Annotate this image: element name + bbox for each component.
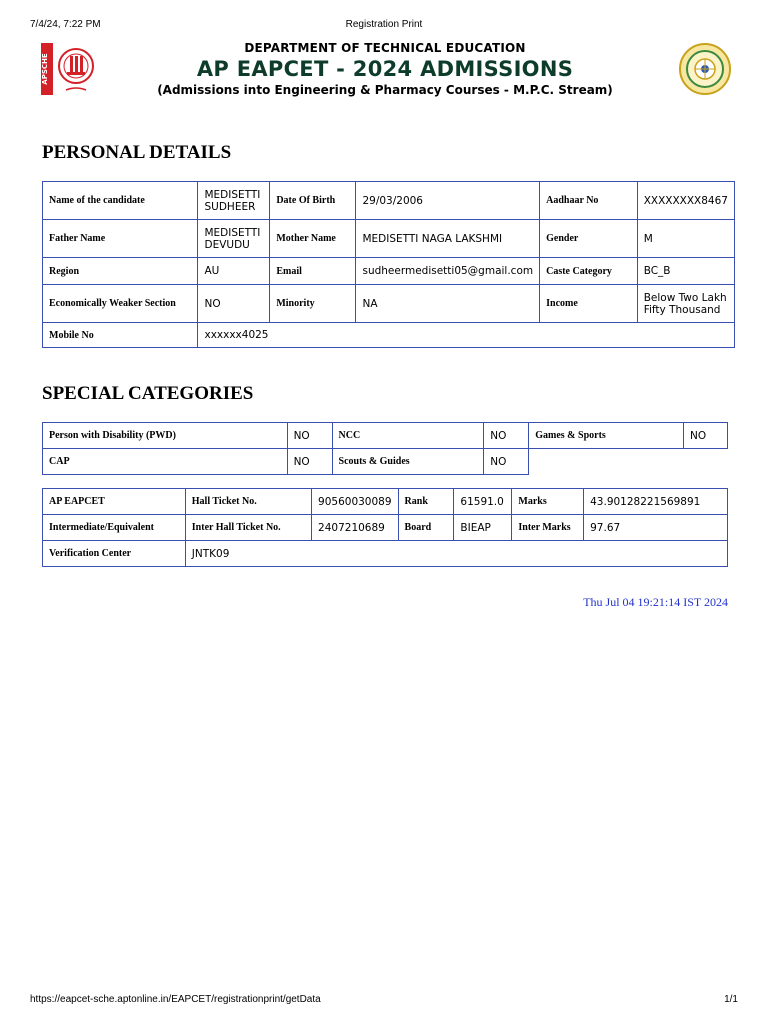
field-label: Aadhaar No [540, 182, 638, 220]
empty-cell [529, 449, 728, 475]
field-label: NCC [332, 423, 484, 449]
candidate-name-value: MEDISETTI SUDHEER [198, 182, 270, 220]
table-row [43, 285, 735, 323]
print-doc-title: Registration Print [345, 19, 423, 30]
field-label: Hall Ticket No. [185, 489, 311, 515]
field-label: Mobile No [43, 323, 198, 348]
field-label: Caste Category [540, 258, 638, 285]
exam-name-label: AP EAPCET [43, 489, 186, 515]
dob-value: 29/03/2006 [356, 182, 540, 220]
field-label: Email [270, 258, 356, 285]
print-header [30, 19, 738, 33]
apsche-logo-icon [40, 42, 102, 96]
email-value: sudheermedisetti05@gmail.com [356, 258, 540, 285]
mother-name-value: MEDISETTI NAGA LAKSHMI [356, 220, 540, 258]
rank-value: 61591.0 [454, 489, 512, 515]
mobile-value: xxxxxx4025 [198, 323, 735, 348]
caste-category-value: BC_B [637, 258, 734, 285]
table-row [43, 423, 728, 449]
minority-value: NA [356, 285, 540, 323]
field-label: Minority [270, 285, 356, 323]
field-label: Date Of Birth [270, 182, 356, 220]
table-row [43, 220, 735, 258]
print-footer [30, 994, 738, 1008]
field-label: Games & Sports [529, 423, 684, 449]
page-header [40, 40, 730, 100]
field-label: Income [540, 285, 638, 323]
page-title: AP EAPCET - 2024 ADMISSIONS [196, 57, 574, 81]
personal-details-heading: PERSONAL DETAILS [42, 142, 232, 163]
field-label: Board [398, 515, 454, 541]
field-label: Marks [512, 489, 584, 515]
field-label: Name of the candidate [43, 182, 198, 220]
ncc-value: NO [484, 423, 529, 449]
field-label: Rank [398, 489, 454, 515]
field-label: Verification Center [43, 541, 186, 567]
field-label: Scouts & Guides [332, 449, 484, 475]
games-sports-value: NO [683, 423, 727, 449]
gender-value: M [637, 220, 734, 258]
inter-marks-value: 97.67 [584, 515, 728, 541]
apsche-logo-text: APSCHE [41, 53, 49, 85]
income-value: Below Two Lakh Fifty Thousand [637, 285, 734, 323]
department-name: DEPARTMENT OF TECHNICAL EDUCATION [244, 41, 526, 55]
table-row [43, 323, 735, 348]
marks-value: 43.90128221569891 [584, 489, 728, 515]
ews-value: NO [198, 285, 270, 323]
field-label: Father Name [43, 220, 198, 258]
field-label: CAP [43, 449, 288, 475]
exam-name-label: Intermediate/Equivalent [43, 515, 186, 541]
verification-center-value: JNTK09 [185, 541, 727, 567]
field-label: Inter Marks [512, 515, 584, 541]
region-value: AU [198, 258, 270, 285]
cap-value: NO [287, 449, 332, 475]
table-row [43, 541, 728, 567]
generated-timestamp: Thu Jul 04 19:21:14 IST 2024 [583, 595, 728, 609]
field-label: Region [43, 258, 198, 285]
print-url: https://eapcet-sche.aptonline.in/EAPCET/registrationprint/getData [30, 994, 321, 1005]
table-row [43, 515, 728, 541]
table-row [43, 182, 735, 220]
print-datetime: 7/4/24, 7:22 PM [30, 19, 101, 30]
aadhaar-value: XXXXXXXX8467 [637, 182, 734, 220]
page-subtitle: (Admissions into Engineering & Pharmacy Courses - M.P.C. Stream) [157, 83, 613, 97]
special-categories-table [42, 422, 728, 475]
special-categories-heading: SPECIAL CATEGORIES [42, 383, 254, 404]
father-name-value: MEDISETTI DEVUDU [198, 220, 270, 258]
field-label: Mother Name [270, 220, 356, 258]
scouts-guides-value: NO [484, 449, 529, 475]
exam-details-table [42, 488, 728, 567]
inter-hall-ticket-value: 2407210689 [312, 515, 399, 541]
field-label: Inter Hall Ticket No. [185, 515, 311, 541]
field-label: Gender [540, 220, 638, 258]
table-row [43, 449, 728, 475]
ap-state-emblem-icon [678, 42, 732, 96]
personal-details-table [42, 181, 735, 348]
hall-ticket-value: 90560030089 [312, 489, 399, 515]
board-value: BIEAP [454, 515, 512, 541]
table-row [43, 489, 728, 515]
print-page-number: 1/1 [724, 994, 738, 1005]
field-label: Economically Weaker Section [43, 285, 198, 323]
field-label: Person with Disability (PWD) [43, 423, 288, 449]
table-row [43, 258, 735, 285]
pwd-value: NO [287, 423, 332, 449]
